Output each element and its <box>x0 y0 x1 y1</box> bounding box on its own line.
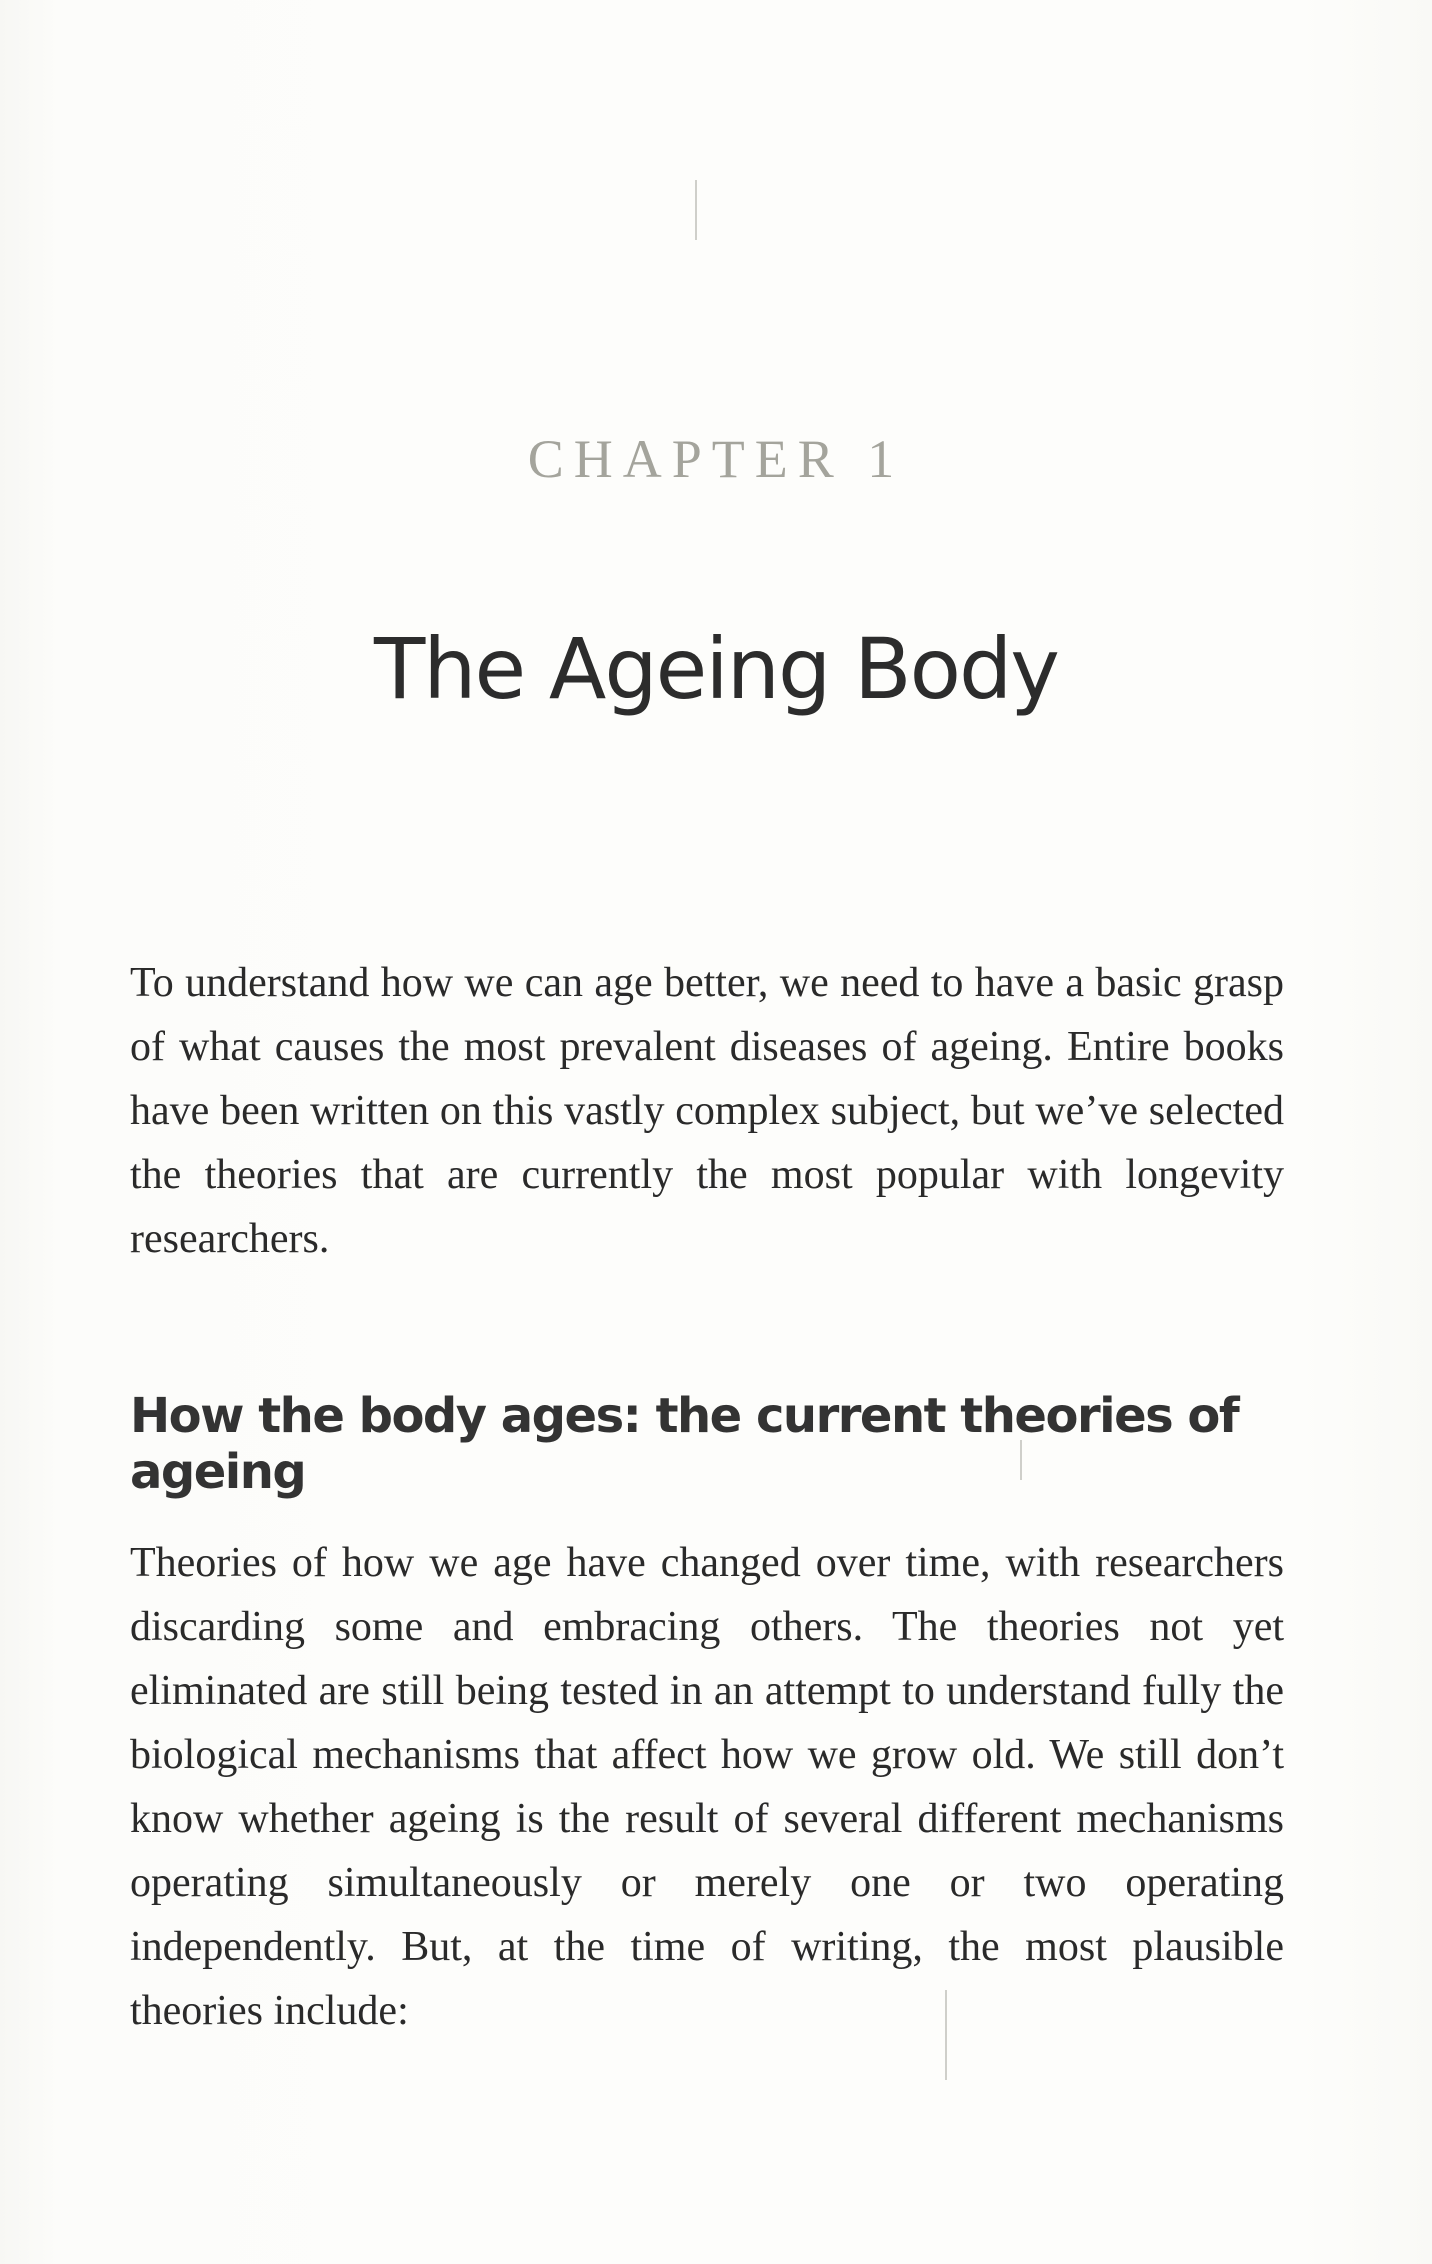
scan-speck <box>695 180 697 240</box>
chapter-label: CHAPTER 1 <box>527 429 905 489</box>
chapter-title: The Ageing Body <box>373 620 1059 718</box>
section-heading: How the body ages: the current theories of ageing <box>130 1388 1239 1500</box>
intro-paragraph: To understand how we can age better, we need to have a basic grasp of what causes the most prevalent diseases of ageing. Entire books have been written on this vastly complex subject, but we’ve selected the theories that are currently the most popular with longevity researchers. <box>130 960 1284 1262</box>
section-paragraph: Theories of how we age have changed over time, with researchers discarding some and embracing others. The theories not yet eliminated are still being tested in an attempt to understand fully the biological mechanisms that affect how we grow old. We still don’t know whether ageing is the result of several different mechanisms operating simultaneously or merely one or two operating independently. But, at the time of writing, the most plausible theories include: <box>130 1540 1284 2034</box>
